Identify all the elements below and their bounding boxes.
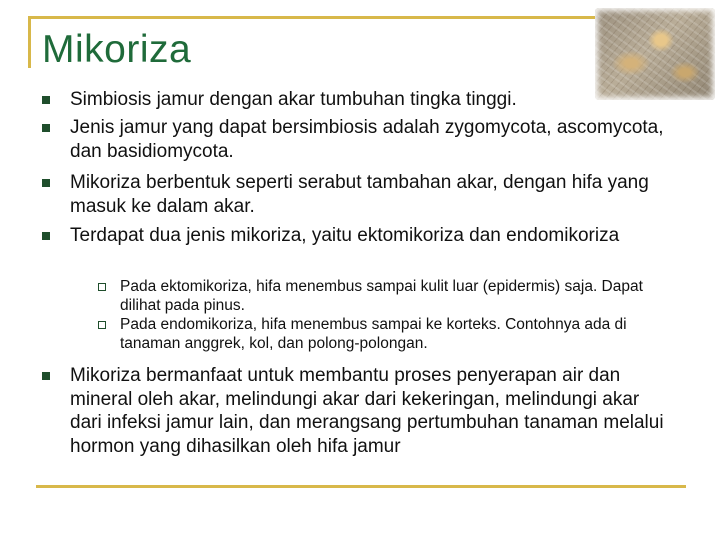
bullet-square-icon [42,372,50,380]
sub-bullet-item: Pada endomikoriza, hifa menembus sampai ke korteks. Contohnya ada di tanaman anggrek, kol, dan polong-polongan. [120,316,627,352]
slide-title: Mikoriza [42,28,192,71]
bottom-accent-rule [36,485,686,488]
bullet-item: Simbiosis jamur dengan akar tumbuhan tingka tinggi. [70,89,517,110]
sub-bullet-item: Pada ektomikoriza, hifa menembus sampai kulit luar (epidermis) saja. Dapat dilihat pada pinus. [120,278,643,314]
bullet-square-icon [42,179,50,187]
bullet-item: Mikoriza bermanfaat untuk membantu proses penyerapan air dan mineral oleh akar, melindungi akar dari kekeringan, melindungi akar dari infeksi jamur lain, dan merangsang pertumbuhan tanaman melalui hormon yang dihasilkan oleh hifa jamur [70,365,664,457]
left-accent-rule [28,16,31,68]
bullet-square-icon [42,124,50,132]
bullet-square-icon [42,96,50,104]
fungal-hyphae-photo [595,8,715,100]
sub-bullet-square-icon [98,321,106,329]
bullet-square-icon [42,232,50,240]
bullet-item: Jenis jamur yang dapat bersimbiosis adalah zygomycota, ascomycota, dan basidiomycota. [70,117,664,162]
bullet-item: Terdapat dua jenis mikoriza, yaitu ektomikoriza dan endomikoriza [70,225,620,246]
bullet-item: Mikoriza berbentuk seperti serabut tambahan akar, dengan hifa yang masuk ke dalam akar. [70,172,649,217]
sub-bullet-square-icon [98,283,106,291]
